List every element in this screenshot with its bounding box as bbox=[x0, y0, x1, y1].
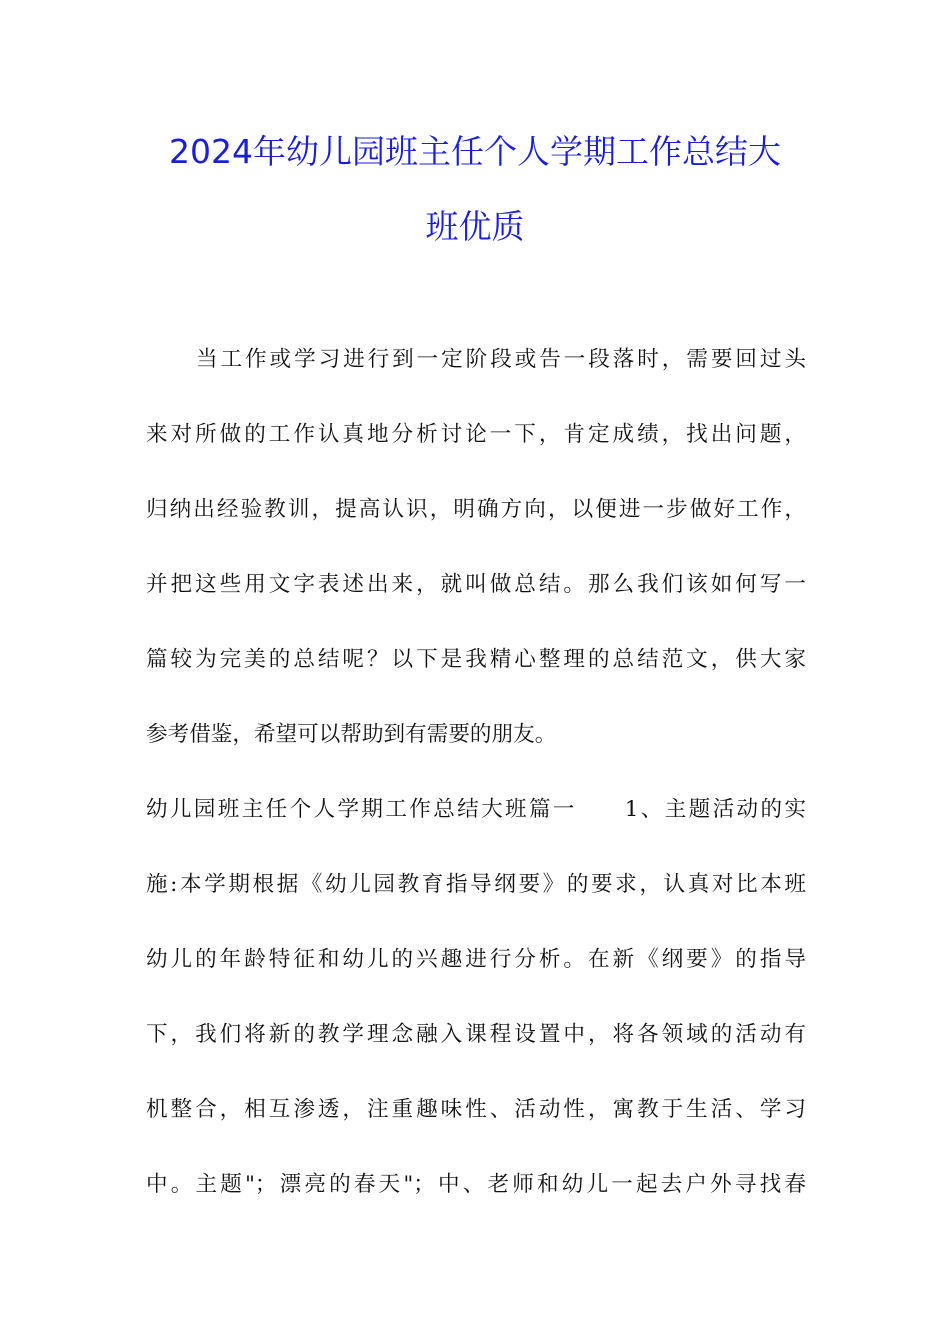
document-title-line-1: 2024年幼儿园班主任个人学期工作总结大 bbox=[169, 132, 781, 171]
paragraph-line-8: 施:本学期根据《幼儿园教育指导纲要》的要求，认真对比本班 bbox=[146, 872, 806, 897]
paragraph-line-9: 幼儿的年龄特征和幼儿的兴趣进行分析。在新《纲要》的指导 bbox=[146, 947, 806, 972]
paragraph-line-2: 来对所做的工作认真地分析讨论一下，肯定成绩，找出问题， bbox=[146, 422, 806, 447]
paragraph-line-4: 并把这些用文字表述出来，就叫做总结。那么我们该如何写一 bbox=[146, 572, 806, 597]
paragraph-line-3: 归纳出经验教训，提高认识，明确方向，以便进一步做好工作， bbox=[146, 497, 806, 522]
paragraph-line-10: 下，我们将新的教学理念融入课程设置中，将各领域的活动有 bbox=[146, 1022, 806, 1047]
document-title-line-2: 班优质 bbox=[425, 207, 525, 246]
paragraph-line-12: 中。主题"；漂亮的春天"；中、老师和幼儿一起去户外寻找春 bbox=[146, 1172, 806, 1197]
paragraph-line-5: 篇较为完美的总结呢？以下是我精心整理的总结范文，供大家 bbox=[146, 647, 806, 672]
paragraph-line-1: 当工作或学习进行到一定阶段或告一段落时，需要回过头 bbox=[196, 347, 806, 372]
paragraph-line-11: 机整合，相互渗透，注重趣味性、活动性，寓教于生活、学习 bbox=[146, 1097, 806, 1122]
paragraph-line-6: 参考借鉴，希望可以帮助到有需要的朋友。 bbox=[146, 722, 557, 747]
paragraph-line-7: 幼儿园班主任个人学期工作总结大班篇一 1、主题活动的实 bbox=[146, 797, 806, 822]
